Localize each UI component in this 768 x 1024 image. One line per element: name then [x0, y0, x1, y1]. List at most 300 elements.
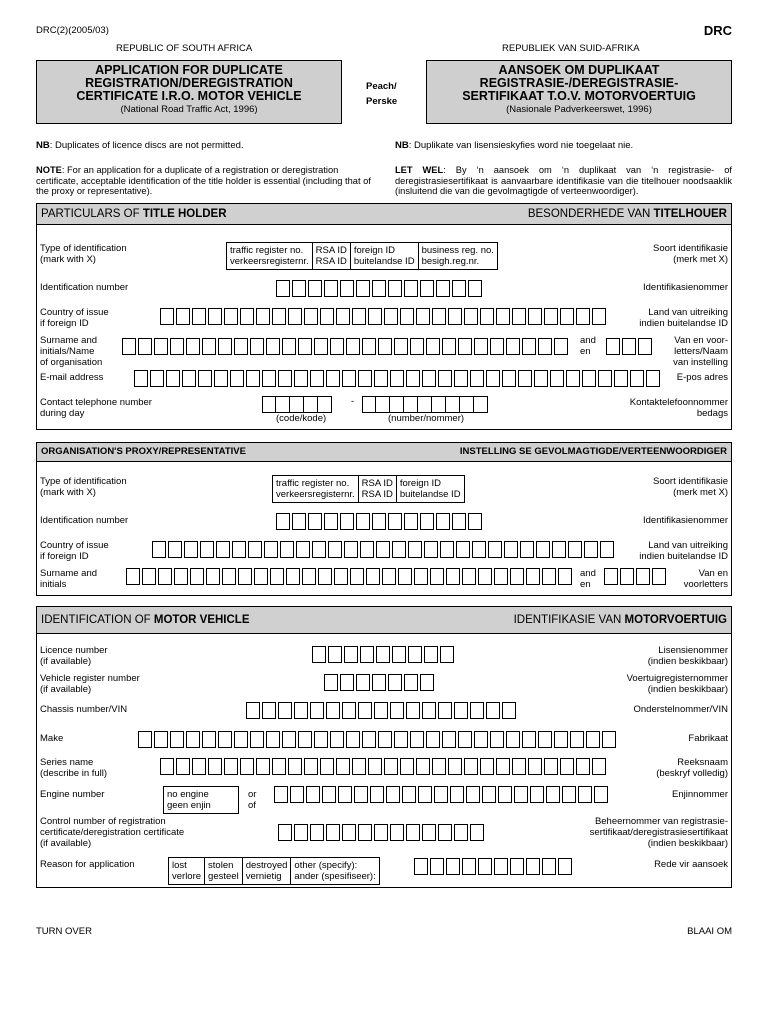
char-cell[interactable]: [480, 758, 494, 775]
char-cell[interactable]: [166, 370, 180, 387]
char-cell[interactable]: [142, 568, 156, 585]
char-cell[interactable]: [560, 758, 574, 775]
char-cell[interactable]: [374, 370, 388, 387]
char-cell[interactable]: [620, 568, 634, 585]
char-cell[interactable]: [160, 758, 174, 775]
char-cell[interactable]: [238, 568, 252, 585]
char-cell[interactable]: [362, 338, 376, 355]
char-cell[interactable]: [308, 513, 322, 530]
char-cell[interactable]: [614, 370, 628, 387]
char-cell[interactable]: [576, 758, 590, 775]
char-cell[interactable]: [324, 280, 338, 297]
char-cell[interactable]: [456, 541, 470, 558]
char-cell[interactable]: [394, 338, 408, 355]
mv-reason-stolen[interactable]: stolen gesteel: [205, 858, 243, 884]
th-initials-cells[interactable]: [606, 338, 654, 355]
char-cell[interactable]: [376, 646, 390, 663]
char-cell[interactable]: [292, 280, 306, 297]
char-cell[interactable]: [222, 568, 236, 585]
char-cell[interactable]: [600, 541, 614, 558]
char-cell[interactable]: [582, 370, 596, 387]
px-initials-cells[interactable]: [604, 568, 668, 585]
char-cell[interactable]: [440, 541, 454, 558]
char-cell[interactable]: [468, 513, 482, 530]
char-cell[interactable]: [262, 396, 276, 413]
char-cell[interactable]: [372, 513, 386, 530]
char-cell[interactable]: [374, 702, 388, 719]
char-cell[interactable]: [378, 731, 392, 748]
char-cell[interactable]: [488, 541, 502, 558]
char-cell[interactable]: [528, 308, 542, 325]
char-cell[interactable]: [340, 674, 354, 691]
char-cell[interactable]: [250, 731, 264, 748]
char-cell[interactable]: [442, 338, 456, 355]
char-cell[interactable]: [568, 541, 582, 558]
char-cell[interactable]: [170, 338, 184, 355]
mv-series-cells[interactable]: [160, 758, 608, 775]
char-cell[interactable]: [606, 338, 620, 355]
char-cell[interactable]: [160, 308, 174, 325]
char-cell[interactable]: [208, 308, 222, 325]
char-cell[interactable]: [592, 308, 606, 325]
char-cell[interactable]: [360, 646, 374, 663]
char-cell[interactable]: [460, 396, 474, 413]
char-cell[interactable]: [636, 568, 650, 585]
char-cell[interactable]: [382, 568, 396, 585]
char-cell[interactable]: [334, 568, 348, 585]
char-cell[interactable]: [482, 786, 496, 803]
char-cell[interactable]: [302, 568, 316, 585]
char-cell[interactable]: [240, 308, 254, 325]
char-cell[interactable]: [264, 541, 278, 558]
char-cell[interactable]: [646, 370, 660, 387]
char-cell[interactable]: [262, 702, 276, 719]
char-cell[interactable]: [474, 396, 488, 413]
char-cell[interactable]: [326, 702, 340, 719]
char-cell[interactable]: [320, 308, 334, 325]
char-cell[interactable]: [512, 758, 526, 775]
char-cell[interactable]: [336, 308, 350, 325]
char-cell[interactable]: [202, 338, 216, 355]
char-cell[interactable]: [420, 513, 434, 530]
char-cell[interactable]: [402, 786, 416, 803]
char-cell[interactable]: [386, 786, 400, 803]
char-cell[interactable]: [546, 786, 560, 803]
char-cell[interactable]: [192, 308, 206, 325]
char-cell[interactable]: [510, 568, 524, 585]
th-idnum-cells[interactable]: [276, 280, 484, 297]
mv-reason-other[interactable]: other (specify): ander (spesifiseer):: [294, 860, 376, 882]
char-cell[interactable]: [400, 758, 414, 775]
char-cell[interactable]: [388, 513, 402, 530]
char-cell[interactable]: [346, 731, 360, 748]
char-cell[interactable]: [486, 370, 500, 387]
char-cell[interactable]: [598, 370, 612, 387]
char-cell[interactable]: [240, 758, 254, 775]
char-cell[interactable]: [328, 541, 342, 558]
char-cell[interactable]: [514, 786, 528, 803]
char-cell[interactable]: [424, 646, 438, 663]
char-cell[interactable]: [602, 731, 616, 748]
char-cell[interactable]: [438, 370, 452, 387]
char-cell[interactable]: [274, 786, 288, 803]
char-cell[interactable]: [356, 513, 370, 530]
char-cell[interactable]: [248, 541, 262, 558]
char-cell[interactable]: [154, 338, 168, 355]
char-cell[interactable]: [344, 541, 358, 558]
char-cell[interactable]: [306, 786, 320, 803]
char-cell[interactable]: [452, 280, 466, 297]
char-cell[interactable]: [378, 338, 392, 355]
char-cell[interactable]: [198, 370, 212, 387]
char-cell[interactable]: [554, 338, 568, 355]
char-cell[interactable]: [368, 758, 382, 775]
char-cell[interactable]: [388, 674, 402, 691]
char-cell[interactable]: [214, 370, 228, 387]
char-cell[interactable]: [200, 541, 214, 558]
char-cell[interactable]: [234, 338, 248, 355]
char-cell[interactable]: [356, 674, 370, 691]
th-opt-traffic-register[interactable]: traffic register no. verkeersregisternr.: [227, 243, 313, 269]
mv-control-cells[interactable]: [278, 824, 486, 841]
mv-reason-lost[interactable]: lost verlore: [169, 858, 205, 884]
char-cell[interactable]: [594, 786, 608, 803]
char-cell[interactable]: [458, 338, 472, 355]
char-cell[interactable]: [134, 370, 148, 387]
char-cell[interactable]: [436, 513, 450, 530]
char-cell[interactable]: [446, 568, 460, 585]
char-cell[interactable]: [432, 396, 446, 413]
char-cell[interactable]: [312, 541, 326, 558]
th-email-cells[interactable]: [134, 370, 662, 387]
char-cell[interactable]: [504, 541, 518, 558]
char-cell[interactable]: [254, 568, 268, 585]
char-cell[interactable]: [366, 568, 380, 585]
px-opt-foreign-id[interactable]: foreign ID buitelandse ID: [399, 478, 461, 500]
char-cell[interactable]: [406, 370, 420, 387]
th-opt-business-reg[interactable]: business reg. no. besigh.reg.nr.: [421, 245, 494, 267]
char-cell[interactable]: [538, 731, 552, 748]
char-cell[interactable]: [404, 513, 418, 530]
char-cell[interactable]: [390, 702, 404, 719]
char-cell[interactable]: [336, 758, 350, 775]
char-cell[interactable]: [288, 758, 302, 775]
char-cell[interactable]: [290, 396, 304, 413]
char-cell[interactable]: [168, 541, 182, 558]
char-cell[interactable]: [358, 824, 372, 841]
char-cell[interactable]: [320, 758, 334, 775]
char-cell[interactable]: [422, 824, 436, 841]
char-cell[interactable]: [430, 858, 444, 875]
char-cell[interactable]: [126, 568, 140, 585]
char-cell[interactable]: [218, 731, 232, 748]
char-cell[interactable]: [438, 702, 452, 719]
char-cell[interactable]: [296, 541, 310, 558]
char-cell[interactable]: [576, 308, 590, 325]
char-cell[interactable]: [408, 541, 422, 558]
char-cell[interactable]: [390, 396, 404, 413]
char-cell[interactable]: [622, 338, 636, 355]
char-cell[interactable]: [410, 338, 424, 355]
char-cell[interactable]: [152, 541, 166, 558]
th-surname-cells[interactable]: [122, 338, 570, 355]
char-cell[interactable]: [310, 824, 324, 841]
char-cell[interactable]: [318, 568, 332, 585]
char-cell[interactable]: [298, 731, 312, 748]
char-cell[interactable]: [496, 308, 510, 325]
char-cell[interactable]: [470, 370, 484, 387]
mv-no-engine-option[interactable]: no engine geen enjin: [163, 786, 239, 814]
char-cell[interactable]: [510, 858, 524, 875]
char-cell[interactable]: [450, 786, 464, 803]
char-cell[interactable]: [280, 541, 294, 558]
char-cell[interactable]: [328, 646, 342, 663]
char-cell[interactable]: [486, 702, 500, 719]
char-cell[interactable]: [404, 674, 418, 691]
char-cell[interactable]: [362, 731, 376, 748]
char-cell[interactable]: [522, 731, 536, 748]
char-cell[interactable]: [398, 568, 412, 585]
char-cell[interactable]: [406, 702, 420, 719]
char-cell[interactable]: [230, 370, 244, 387]
char-cell[interactable]: [434, 786, 448, 803]
char-cell[interactable]: [246, 702, 260, 719]
char-cell[interactable]: [558, 568, 572, 585]
char-cell[interactable]: [432, 758, 446, 775]
th-country-cells[interactable]: [160, 308, 608, 325]
char-cell[interactable]: [534, 370, 548, 387]
th-opt-foreign-id[interactable]: foreign ID buitelandse ID: [351, 243, 419, 269]
char-cell[interactable]: [310, 702, 324, 719]
char-cell[interactable]: [422, 370, 436, 387]
char-cell[interactable]: [186, 338, 200, 355]
char-cell[interactable]: [462, 858, 476, 875]
char-cell[interactable]: [388, 280, 402, 297]
char-cell[interactable]: [470, 702, 484, 719]
char-cell[interactable]: [430, 568, 444, 585]
mv-reason-other-cells[interactable]: [414, 858, 574, 875]
char-cell[interactable]: [318, 396, 332, 413]
char-cell[interactable]: [544, 308, 558, 325]
char-cell[interactable]: [560, 308, 574, 325]
char-cell[interactable]: [270, 568, 284, 585]
char-cell[interactable]: [530, 786, 544, 803]
char-cell[interactable]: [250, 338, 264, 355]
char-cell[interactable]: [224, 308, 238, 325]
char-cell[interactable]: [266, 731, 280, 748]
char-cell[interactable]: [440, 646, 454, 663]
char-cell[interactable]: [436, 280, 450, 297]
char-cell[interactable]: [354, 786, 368, 803]
char-cell[interactable]: [578, 786, 592, 803]
char-cell[interactable]: [384, 758, 398, 775]
char-cell[interactable]: [554, 731, 568, 748]
char-cell[interactable]: [384, 308, 398, 325]
char-cell[interactable]: [394, 731, 408, 748]
char-cell[interactable]: [474, 338, 488, 355]
mv-licence-cells[interactable]: [312, 646, 456, 663]
char-cell[interactable]: [218, 338, 232, 355]
char-cell[interactable]: [344, 646, 358, 663]
char-cell[interactable]: [376, 396, 390, 413]
char-cell[interactable]: [448, 308, 462, 325]
char-cell[interactable]: [414, 568, 428, 585]
char-cell[interactable]: [342, 824, 356, 841]
char-cell[interactable]: [502, 370, 516, 387]
char-cell[interactable]: [272, 308, 286, 325]
char-cell[interactable]: [466, 786, 480, 803]
th-opt-rsa-id[interactable]: RSA ID RSA ID: [313, 243, 351, 269]
char-cell[interactable]: [350, 568, 364, 585]
char-cell[interactable]: [432, 308, 446, 325]
char-cell[interactable]: [330, 338, 344, 355]
char-cell[interactable]: [452, 513, 466, 530]
char-cell[interactable]: [374, 824, 388, 841]
char-cell[interactable]: [566, 370, 580, 387]
char-cell[interactable]: [150, 370, 164, 387]
char-cell[interactable]: [522, 338, 536, 355]
char-cell[interactable]: [400, 308, 414, 325]
char-cell[interactable]: [604, 568, 618, 585]
char-cell[interactable]: [338, 786, 352, 803]
char-cell[interactable]: [498, 786, 512, 803]
px-opt-rsa-id[interactable]: RSA ID RSA ID: [359, 476, 397, 502]
char-cell[interactable]: [256, 758, 270, 775]
char-cell[interactable]: [424, 541, 438, 558]
char-cell[interactable]: [278, 702, 292, 719]
char-cell[interactable]: [310, 370, 324, 387]
char-cell[interactable]: [330, 731, 344, 748]
char-cell[interactable]: [562, 786, 576, 803]
char-cell[interactable]: [478, 858, 492, 875]
char-cell[interactable]: [192, 758, 206, 775]
char-cell[interactable]: [304, 758, 318, 775]
char-cell[interactable]: [584, 541, 598, 558]
char-cell[interactable]: [202, 731, 216, 748]
char-cell[interactable]: [298, 338, 312, 355]
mv-chassis-cells[interactable]: [246, 702, 518, 719]
char-cell[interactable]: [526, 858, 540, 875]
char-cell[interactable]: [304, 308, 318, 325]
char-cell[interactable]: [312, 646, 326, 663]
char-cell[interactable]: [426, 338, 440, 355]
char-cell[interactable]: [630, 370, 644, 387]
char-cell[interactable]: [496, 758, 510, 775]
char-cell[interactable]: [290, 786, 304, 803]
char-cell[interactable]: [360, 541, 374, 558]
char-cell[interactable]: [552, 541, 566, 558]
char-cell[interactable]: [246, 370, 260, 387]
char-cell[interactable]: [474, 731, 488, 748]
char-cell[interactable]: [356, 280, 370, 297]
th-tel-number-cells[interactable]: [362, 396, 488, 413]
char-cell[interactable]: [292, 513, 306, 530]
char-cell[interactable]: [592, 758, 606, 775]
char-cell[interactable]: [470, 824, 484, 841]
char-cell[interactable]: [232, 541, 246, 558]
mv-vreg-cells[interactable]: [324, 674, 436, 691]
char-cell[interactable]: [390, 824, 404, 841]
char-cell[interactable]: [184, 541, 198, 558]
char-cell[interactable]: [494, 858, 508, 875]
char-cell[interactable]: [454, 370, 468, 387]
char-cell[interactable]: [392, 541, 406, 558]
char-cell[interactable]: [224, 758, 238, 775]
char-cell[interactable]: [304, 396, 318, 413]
char-cell[interactable]: [542, 568, 556, 585]
char-cell[interactable]: [404, 280, 418, 297]
char-cell[interactable]: [480, 308, 494, 325]
char-cell[interactable]: [122, 338, 136, 355]
th-tel-code-cells[interactable]: [262, 396, 332, 413]
char-cell[interactable]: [342, 702, 356, 719]
char-cell[interactable]: [638, 338, 652, 355]
char-cell[interactable]: [206, 568, 220, 585]
char-cell[interactable]: [538, 338, 552, 355]
char-cell[interactable]: [368, 308, 382, 325]
char-cell[interactable]: [352, 308, 366, 325]
char-cell[interactable]: [418, 396, 432, 413]
char-cell[interactable]: [346, 338, 360, 355]
char-cell[interactable]: [448, 758, 462, 775]
char-cell[interactable]: [358, 370, 372, 387]
char-cell[interactable]: [404, 396, 418, 413]
char-cell[interactable]: [322, 786, 336, 803]
char-cell[interactable]: [262, 370, 276, 387]
char-cell[interactable]: [464, 308, 478, 325]
char-cell[interactable]: [528, 758, 542, 775]
char-cell[interactable]: [454, 824, 468, 841]
char-cell[interactable]: [176, 308, 190, 325]
char-cell[interactable]: [406, 824, 420, 841]
char-cell[interactable]: [468, 280, 482, 297]
char-cell[interactable]: [416, 758, 430, 775]
char-cell[interactable]: [182, 370, 196, 387]
char-cell[interactable]: [186, 731, 200, 748]
char-cell[interactable]: [372, 674, 386, 691]
char-cell[interactable]: [276, 513, 290, 530]
char-cell[interactable]: [518, 370, 532, 387]
char-cell[interactable]: [352, 758, 366, 775]
char-cell[interactable]: [362, 396, 376, 413]
char-cell[interactable]: [358, 702, 372, 719]
char-cell[interactable]: [340, 280, 354, 297]
char-cell[interactable]: [544, 758, 558, 775]
mv-make-cells[interactable]: [138, 731, 618, 748]
char-cell[interactable]: [376, 541, 390, 558]
char-cell[interactable]: [308, 280, 322, 297]
char-cell[interactable]: [438, 824, 452, 841]
char-cell[interactable]: [216, 541, 230, 558]
char-cell[interactable]: [490, 731, 504, 748]
char-cell[interactable]: [342, 370, 356, 387]
char-cell[interactable]: [372, 280, 386, 297]
char-cell[interactable]: [390, 370, 404, 387]
px-country-cells[interactable]: [152, 541, 616, 558]
char-cell[interactable]: [414, 858, 428, 875]
char-cell[interactable]: [294, 370, 308, 387]
char-cell[interactable]: [370, 786, 384, 803]
char-cell[interactable]: [416, 308, 430, 325]
char-cell[interactable]: [426, 731, 440, 748]
char-cell[interactable]: [138, 338, 152, 355]
char-cell[interactable]: [526, 568, 540, 585]
mv-reason-destroyed[interactable]: destroyed vernietig: [243, 858, 292, 884]
char-cell[interactable]: [442, 731, 456, 748]
char-cell[interactable]: [170, 731, 184, 748]
char-cell[interactable]: [286, 568, 300, 585]
char-cell[interactable]: [478, 568, 492, 585]
